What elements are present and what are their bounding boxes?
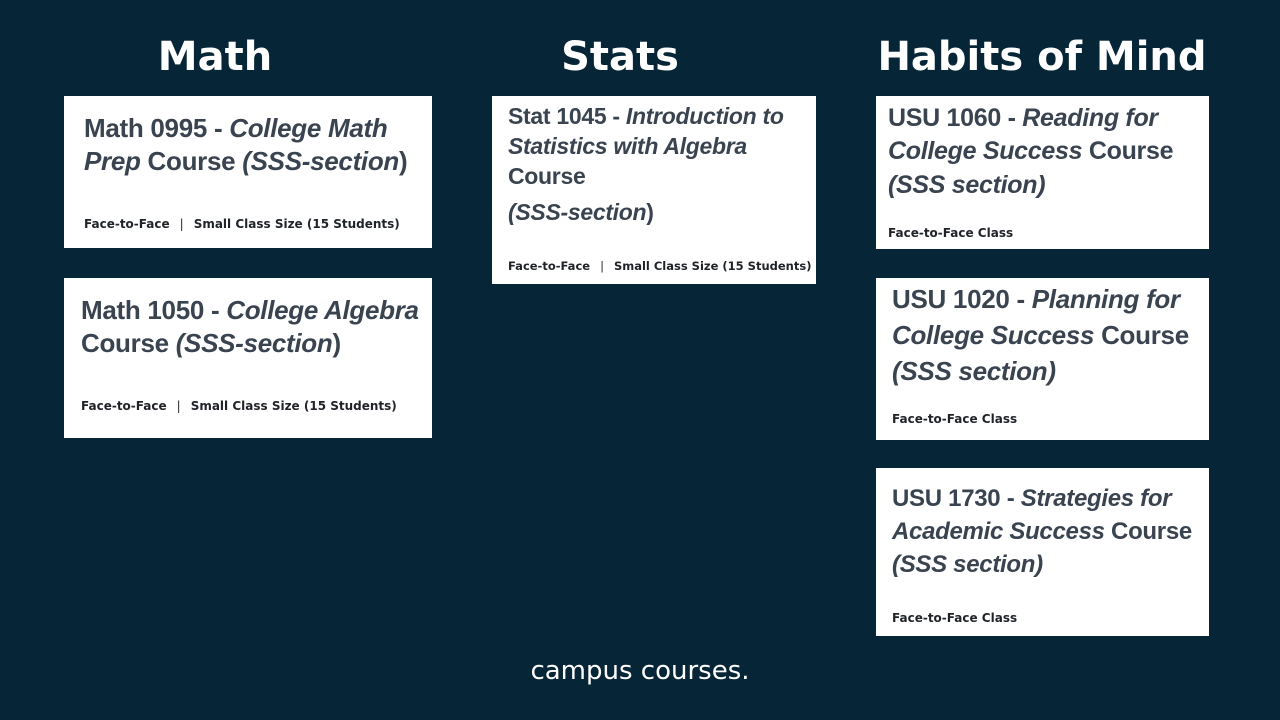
course-section-close: ) bbox=[399, 145, 408, 176]
course-suffix: Course bbox=[1104, 518, 1192, 546]
course-section: (SSS section) bbox=[888, 170, 1046, 199]
course-section: (SSS section) bbox=[892, 355, 1056, 386]
course-name: Reading for College Success bbox=[888, 104, 1158, 166]
delivery-mode: Face-to-Face Class bbox=[892, 412, 1018, 426]
course-title bbox=[892, 282, 1204, 390]
meta-separator: | bbox=[600, 259, 604, 273]
meta-separator: | bbox=[179, 217, 184, 231]
course-suffix: Course bbox=[1094, 319, 1189, 350]
course-card-usu-1020 bbox=[876, 278, 1209, 440]
course-section-close: ) bbox=[646, 198, 654, 225]
course-title bbox=[888, 102, 1203, 202]
course-code: Math 1050 - bbox=[81, 295, 227, 325]
course-suffix: Course bbox=[81, 327, 176, 358]
course-meta bbox=[81, 399, 397, 413]
course-card-usu-1730 bbox=[876, 468, 1209, 636]
course-name: Introduction to Statistics with Algebra bbox=[508, 103, 784, 159]
course-section: (SSS section) bbox=[892, 551, 1043, 579]
course-code: Math 0995 - bbox=[84, 113, 230, 143]
course-name: College Math Prep bbox=[84, 113, 388, 176]
course-name: College Algebra bbox=[226, 295, 419, 325]
meta-separator: | bbox=[176, 399, 181, 413]
course-suffix: Course bbox=[140, 145, 243, 176]
stats-column-heading: Stats bbox=[561, 34, 679, 80]
course-meta bbox=[508, 259, 811, 273]
class-size: Small Class Size (15 Students) bbox=[190, 399, 397, 413]
course-suffix: Course bbox=[508, 162, 586, 189]
math-column-heading: Math bbox=[157, 34, 273, 80]
class-size: Small Class Size (15 Students) bbox=[613, 259, 812, 273]
course-title bbox=[508, 102, 808, 228]
course-card-math-1050 bbox=[64, 278, 432, 438]
course-name: Planning for College Success bbox=[892, 284, 1180, 350]
course-suffix: Course bbox=[1082, 137, 1174, 166]
course-title bbox=[892, 482, 1204, 581]
course-section: (SSS-section bbox=[242, 145, 400, 176]
course-section: (SSS-section bbox=[508, 198, 647, 225]
course-title bbox=[81, 294, 426, 359]
course-card-stat-1045 bbox=[492, 96, 816, 284]
course-code: USU 1730 - bbox=[892, 485, 1021, 512]
course-title bbox=[84, 112, 414, 177]
delivery-mode: Face-to-Face bbox=[84, 217, 170, 231]
course-section-close: ) bbox=[332, 327, 341, 358]
habits-of-mind-column-heading: Habits of Mind bbox=[877, 34, 1207, 80]
course-meta bbox=[84, 217, 400, 231]
delivery-mode: Face-to-Face bbox=[81, 399, 167, 413]
delivery-mode: Face-to-Face Class bbox=[888, 226, 1014, 240]
course-code: USU 1060 - bbox=[888, 104, 1023, 132]
class-size: Small Class Size (15 Students) bbox=[193, 217, 400, 231]
course-card-math-0995 bbox=[64, 96, 432, 248]
course-code: USU 1020 - bbox=[892, 284, 1032, 314]
course-section: (SSS-section bbox=[175, 327, 333, 358]
course-card-usu-1060 bbox=[876, 96, 1209, 249]
video-caption: campus courses. bbox=[530, 656, 750, 686]
delivery-mode: Face-to-Face Class bbox=[892, 611, 1018, 625]
delivery-mode: Face-to-Face bbox=[508, 259, 591, 273]
course-name: Strategies for Academic Success bbox=[892, 485, 1172, 546]
course-code: Stat 1045 - bbox=[508, 103, 626, 129]
